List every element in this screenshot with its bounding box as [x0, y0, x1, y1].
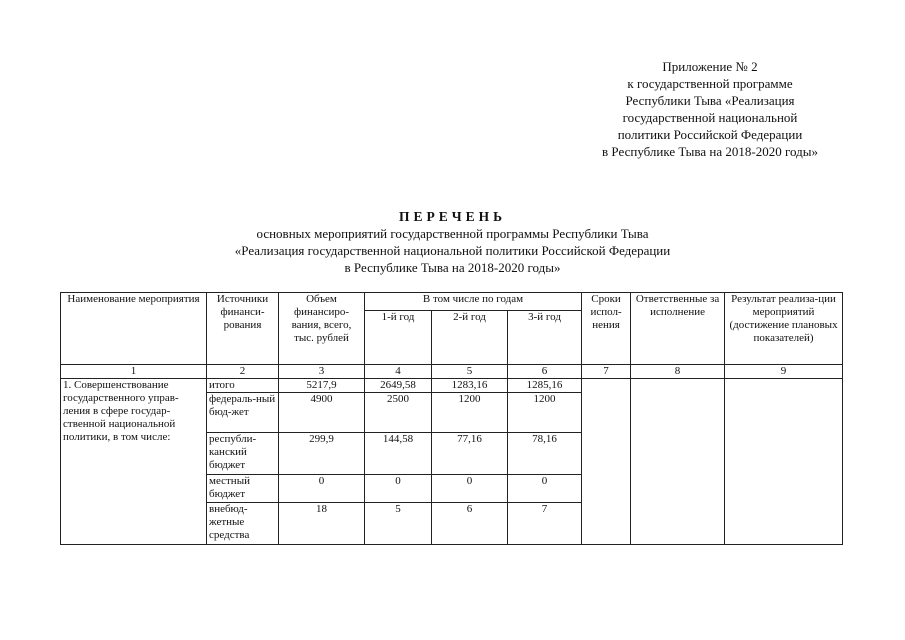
- appendix-line: Республики Тыва «Реализация: [625, 93, 795, 108]
- column-number: 7: [582, 365, 631, 379]
- column-number: 1: [61, 365, 207, 379]
- year3-cell: 1200: [508, 393, 582, 433]
- column-number: 9: [725, 365, 843, 379]
- column-number: 3: [279, 365, 365, 379]
- source-cell: внебюд-жетные средства: [207, 503, 279, 545]
- year1-cell: 5: [365, 503, 432, 545]
- source-cell: итого: [207, 379, 279, 393]
- header-responsible: Ответственные за исполнение: [631, 293, 725, 365]
- year3-cell: 78,16: [508, 433, 582, 475]
- appendix-line: в Республике Тыва на 2018-2020 годы»: [602, 144, 818, 159]
- header-year3: 3-й год: [508, 311, 582, 365]
- source-cell: местный бюджет: [207, 475, 279, 503]
- column-number: 4: [365, 365, 432, 379]
- result-cell: [725, 379, 843, 545]
- title-line: в Республике Тыва на 2018-2020 годы»: [344, 260, 561, 275]
- total-cell: 18: [279, 503, 365, 545]
- document-title: [0, 208, 905, 276]
- header-volume: Объем финансиро-вания, всего, тыс. рублей: [279, 293, 365, 365]
- year1-cell: 144,58: [365, 433, 432, 475]
- total-cell: 0: [279, 475, 365, 503]
- appendix-line: государственной национальной: [622, 110, 798, 125]
- year1-cell: 2649,58: [365, 379, 432, 393]
- title-heading: ПЕРЕЧЕНЬ: [398, 209, 507, 224]
- total-cell: 299,9: [279, 433, 365, 475]
- total-cell: 4900: [279, 393, 365, 433]
- year2-cell: 0: [432, 475, 508, 503]
- header-result: Результат реализа-ции мероприятий (достижение плановых показателей): [725, 293, 843, 365]
- table-row: [61, 379, 843, 393]
- year3-cell: 0: [508, 475, 582, 503]
- column-number: 6: [508, 365, 582, 379]
- year3-cell: 7: [508, 503, 582, 545]
- year2-cell: 6: [432, 503, 508, 545]
- year2-cell: 1283,16: [432, 379, 508, 393]
- activities-table: [60, 292, 843, 545]
- year1-cell: 0: [365, 475, 432, 503]
- year2-cell: 1200: [432, 393, 508, 433]
- source-cell: республи-канский бюджет: [207, 433, 279, 475]
- header-by-years: В том числе по годам: [365, 293, 582, 311]
- responsible-cell: [631, 379, 725, 545]
- header-deadlines: Сроки испол-нения: [582, 293, 631, 365]
- title-line: «Реализация государственной национальной политики Российской Федерации: [234, 243, 671, 258]
- year3-cell: 1285,16: [508, 379, 582, 393]
- year1-cell: 2500: [365, 393, 432, 433]
- header-year1: 1-й год: [365, 311, 432, 365]
- year2-cell: 77,16: [432, 433, 508, 475]
- title-line: основных мероприятий государственной программы Республики Тыва: [256, 226, 649, 241]
- header-sources: Источники финанси-рования: [207, 293, 279, 365]
- deadlines-cell: [582, 379, 631, 545]
- column-number: 2: [207, 365, 279, 379]
- activity-name: 1. Совершенствование государственного управ-ления в сфере государ-ственной национальной политики, в том числе:: [61, 379, 207, 545]
- source-cell: федераль-ный бюд-жет: [207, 393, 279, 433]
- header-name: Наименование мероприятия: [61, 293, 207, 365]
- appendix-block: [560, 58, 860, 160]
- column-number: 8: [631, 365, 725, 379]
- header-year2: 2-й год: [432, 311, 508, 365]
- total-cell: 5217,9: [279, 379, 365, 393]
- column-number: 5: [432, 365, 508, 379]
- appendix-line: к государственной программе: [627, 76, 793, 91]
- appendix-line: Приложение № 2: [662, 59, 758, 74]
- appendix-line: политики Российской Федерации: [617, 127, 803, 142]
